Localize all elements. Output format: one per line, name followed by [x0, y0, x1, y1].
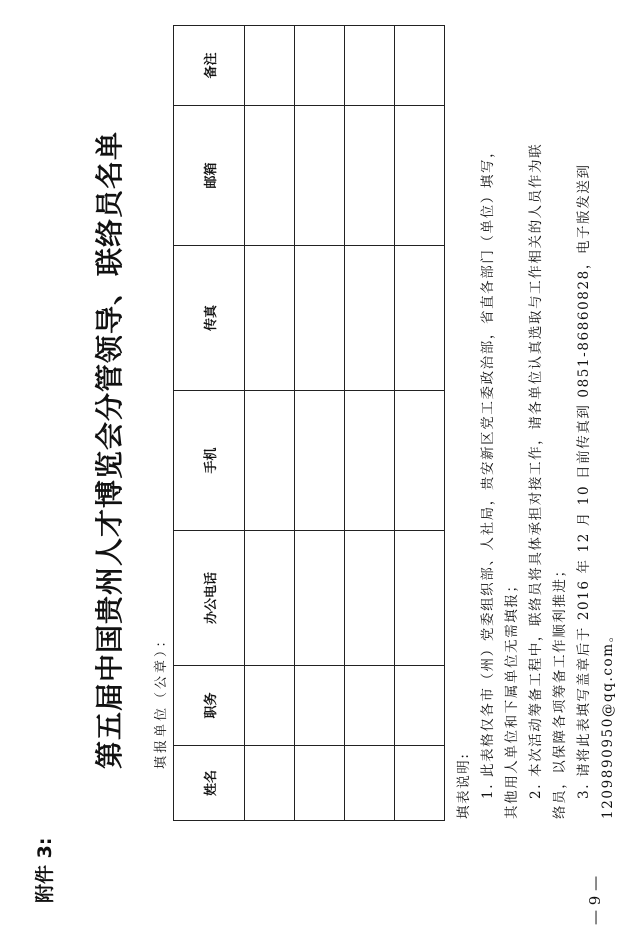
notes-heading: 填表说明:: [456, 752, 472, 819]
table-cell[interactable]: [295, 106, 345, 246]
notes-line: 络员，以保障各项筹备工作顺利推进；: [552, 562, 568, 819]
table-cell[interactable]: [295, 391, 345, 531]
table-cell[interactable]: [395, 531, 445, 666]
table-cell[interactable]: [245, 391, 295, 531]
col-header-fax: 传真: [174, 246, 245, 391]
table-cell[interactable]: [295, 666, 345, 746]
table-row: [295, 26, 345, 821]
notes-line: 1209890950@qq.com。: [600, 627, 616, 819]
table-header-row: [174, 26, 245, 821]
table-cell[interactable]: [345, 666, 395, 746]
table-cell[interactable]: [395, 391, 445, 531]
table-row: [345, 26, 395, 821]
table-cell[interactable]: [295, 26, 345, 106]
table-cell[interactable]: [295, 246, 345, 391]
col-header-email: 邮箱: [174, 106, 245, 246]
table-row: [395, 26, 445, 821]
table-cell[interactable]: [245, 531, 295, 666]
page-number: — 9 —: [586, 875, 604, 925]
attachment-label: 附件 3:: [34, 837, 56, 903]
reporting-unit-label: 填报单位（公章）：: [154, 631, 169, 769]
table-row: [245, 26, 295, 821]
table-cell[interactable]: [395, 666, 445, 746]
filling-instructions: [452, 0, 620, 819]
table-cell[interactable]: [395, 246, 445, 391]
table-cell[interactable]: [395, 106, 445, 246]
table-cell[interactable]: [345, 531, 395, 666]
notes-line: 其他用人单位和下属单位无需填报；: [504, 577, 520, 819]
notes-line: 2. 本次活动筹备工程中，联络员将具体承担对接工作，请各单位认真选取与工作相关的人员作为联: [528, 142, 544, 799]
table-cell[interactable]: [295, 531, 345, 666]
table-cell[interactable]: [345, 746, 395, 821]
col-header-position: 职务: [174, 666, 245, 746]
table-cell[interactable]: [345, 391, 395, 531]
col-header-remarks: 备注: [174, 26, 245, 106]
col-header-office-phone: 办公电话: [174, 531, 245, 666]
table-cell[interactable]: [245, 26, 295, 106]
notes-line: 3. 请将此表填写盖章后于 2016 年 12 月 10 日前传真到 0851-86860828，电子版发送到: [576, 163, 592, 799]
table-cell[interactable]: [245, 246, 295, 391]
table-cell[interactable]: [345, 246, 395, 391]
table-cell[interactable]: [345, 106, 395, 246]
roster-table: [173, 25, 445, 821]
notes-line: 1. 此表格仅各市（州）党委组织部、人社局，贵安新区党工委政治部，省直各部门（单位）填写，: [480, 142, 496, 799]
table-cell[interactable]: [395, 26, 445, 106]
page-title: 第五届中国贵州人才博览会分管领导、联络员名单: [93, 130, 126, 769]
col-header-mobile: 手机: [174, 391, 245, 531]
table-cell[interactable]: [245, 746, 295, 821]
table-cell[interactable]: [245, 106, 295, 246]
table-cell[interactable]: [245, 666, 295, 746]
col-header-name: 姓名: [174, 746, 245, 821]
table-cell[interactable]: [345, 26, 395, 106]
table-cell[interactable]: [295, 746, 345, 821]
table-cell[interactable]: [395, 746, 445, 821]
